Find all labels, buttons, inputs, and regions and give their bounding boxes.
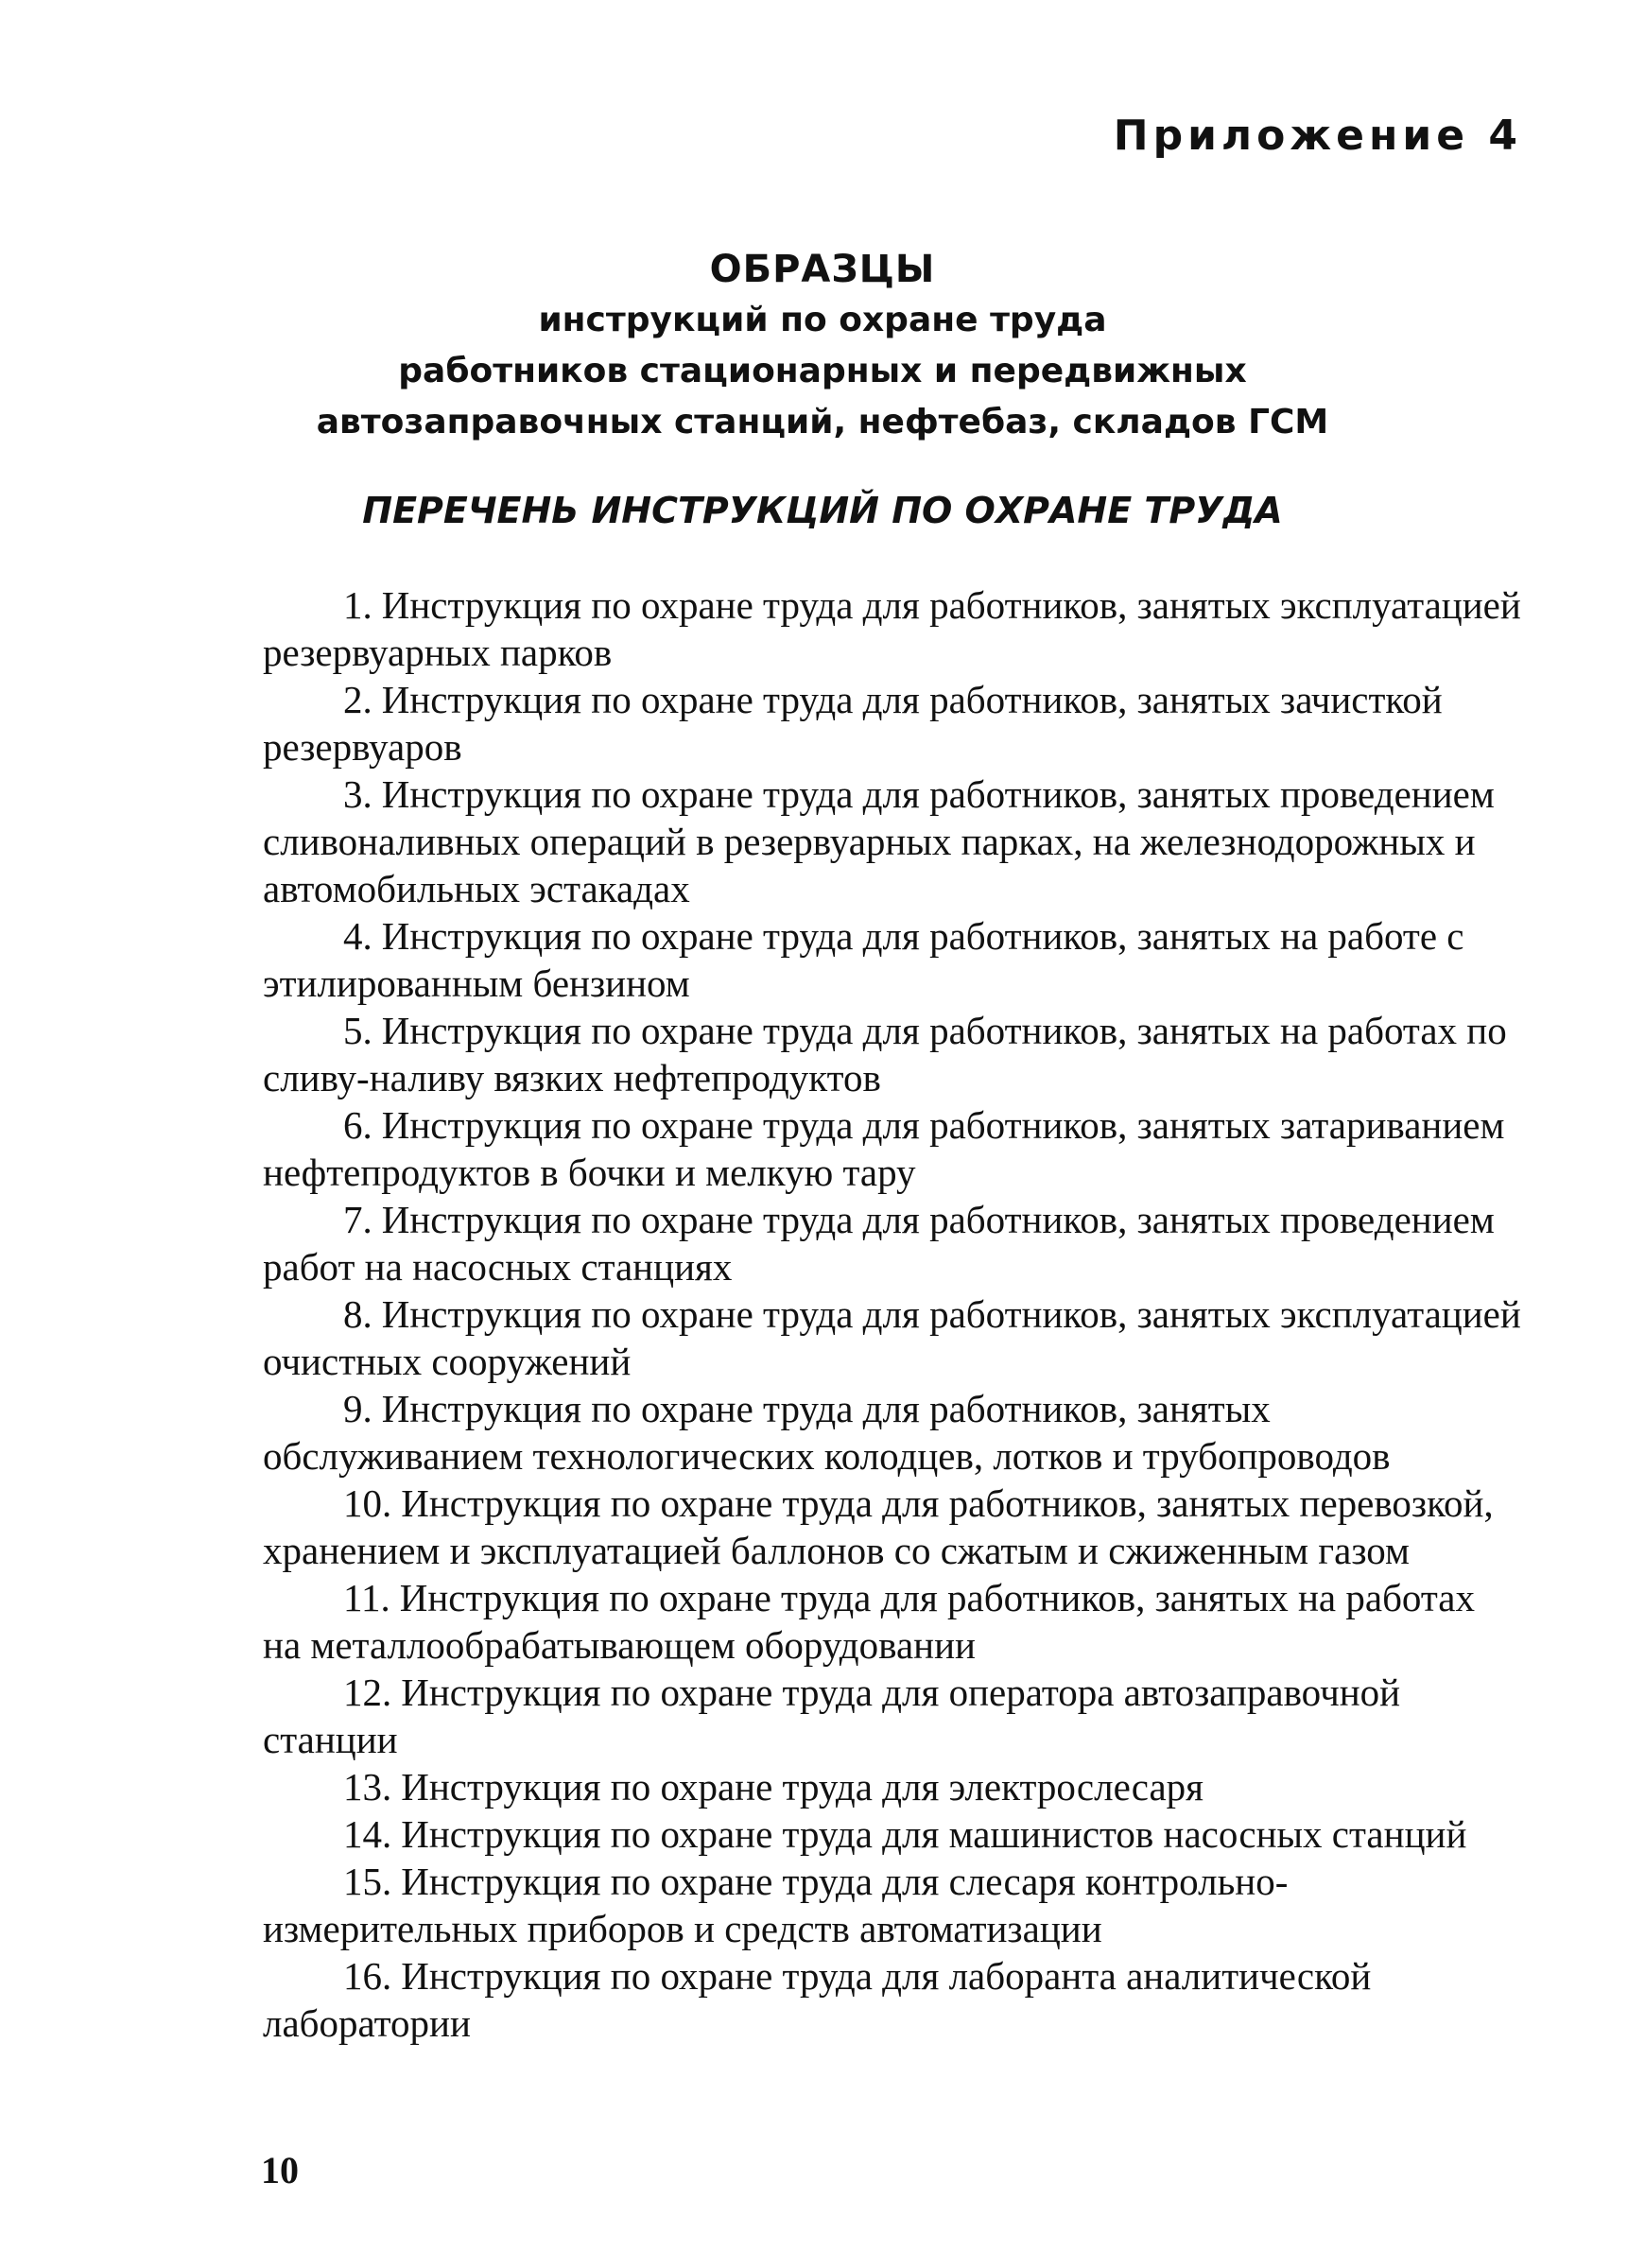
item-number: 2. [343,678,372,721]
item-number: 15. [343,1860,392,1903]
list-heading: ПЕРЕЧЕНЬ ИНСТРУКЦИЙ ПО ОХРАНЕ ТРУДА [362,490,1283,531]
item-text: Инструкция по охране труда для работников, занятых эксплуатацией очистных сооружений [263,1292,1521,1383]
item-text: Инструкция по охране труда для лаборанта аналитической лаборатории [263,1954,1372,2045]
instruction-list [263,581,1522,2047]
item-text: Инструкция по охране труда для работников, занятых на работах на металлообрабатывающем оборудовании [263,1576,1476,1667]
list-item [263,1007,1522,1101]
item-number: 7. [343,1198,372,1241]
item-text: Инструкция по охране труда для электрослесаря [401,1765,1204,1809]
item-text: Инструкция по охране труда для работников, занятых обслуживанием технологических колодцев, лотков и трубопроводов [263,1387,1391,1478]
item-number: 1. [343,583,372,627]
title-line-1: инструкций по охране труда [538,301,1107,339]
item-number: 12. [343,1671,392,1714]
item-text: Инструкция по охране труда для оператора автозаправочной станции [263,1671,1401,1761]
list-item [263,1574,1522,1669]
list-item [263,1196,1522,1290]
appendix-label: Приложение 4 [1113,112,1522,160]
item-text: Инструкция по охране труда для работников, занятых зачисткой резервуаров [263,678,1443,769]
item-number: 9. [343,1387,372,1430]
title-line-2: работников стационарных и передвижных [398,352,1247,390]
list-item [263,1858,1522,1952]
page-number: 10 [261,2149,299,2191]
item-text: Инструкция по охране труда для работников, занятых эксплуатацией резервуарных парков [263,583,1521,674]
list-item [263,1810,1522,1858]
item-number: 14. [343,1812,392,1856]
item-number: 10. [343,1481,392,1525]
item-text: Инструкция по охране труда для работников, занятых проведением сливоналивных операций в резервуарных парках, на железнодорожных и автомобильных эстакадах [263,772,1495,910]
list-item [263,1669,1522,1763]
item-number: 11. [343,1576,390,1619]
item-number: 3. [343,772,372,816]
item-text: Инструкция по охране труда для работников, занятых на работах по сливу-наливу вязких нефтепродуктов [263,1009,1507,1099]
item-text: Инструкция по охране труда для машинистов насосных станций [401,1812,1467,1856]
item-number: 5. [343,1009,372,1052]
item-number: 13. [343,1765,392,1809]
item-text: Инструкция по охране труда для слесаря контрольно-измерительных приборов и средств автоматизации [263,1860,1289,1950]
item-text: Инструкция по охране труда для работников, занятых затариванием нефтепродуктов в бочки и мелкую тару [263,1103,1505,1194]
list-item [263,912,1522,1007]
list-item [263,1101,1522,1196]
title-main: ОБРАЗЦЫ [709,248,936,291]
list-item [263,1952,1522,2047]
list-item [263,1480,1522,1574]
item-number: 6. [343,1103,372,1147]
list-item [263,1290,1522,1385]
item-number: 8. [343,1292,372,1336]
list-item [263,1763,1522,1810]
list-item [263,676,1522,770]
list-item [263,581,1522,676]
list-item [263,1385,1522,1480]
item-number: 4. [343,914,372,958]
item-text: Инструкция по охране труда для работников, занятых на работе с этилированным бензином [263,914,1464,1005]
title-line-3: автозаправочных станций, нефтебаз, складов ГСМ [316,403,1329,441]
item-number: 16. [343,1954,392,1998]
list-item [263,770,1522,912]
item-text: Инструкция по охране труда для работников, занятых проведением работ на насосных станциях [263,1198,1495,1289]
item-text: Инструкция по охране труда для работников, занятых перевозкой, хранением и эксплуатацией баллонов со сжатым и сжиженным газом [263,1481,1494,1572]
document-title [0,244,1645,448]
